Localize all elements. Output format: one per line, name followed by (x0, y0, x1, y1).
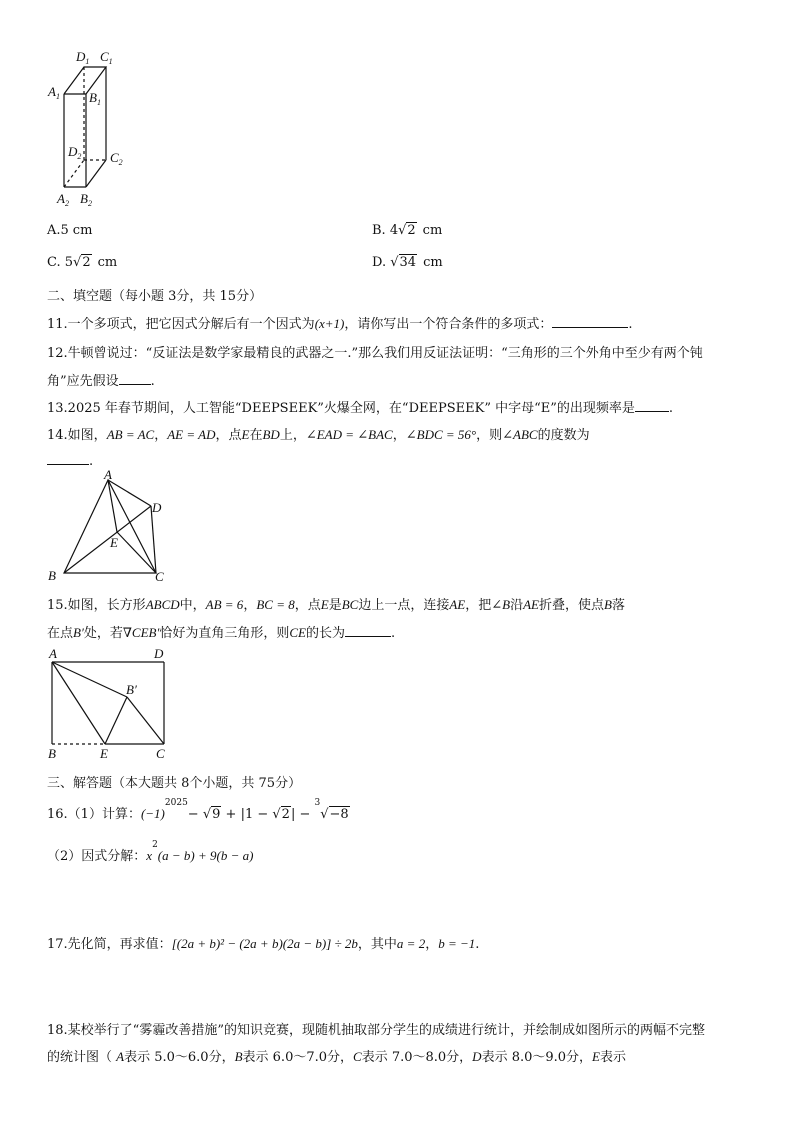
svg-text:B1: $B_1$ (89, 90, 101, 107)
svg-text:A1: $A_1$ (48, 84, 60, 101)
question-14: 14.如图，AB = AC，AE = AD，点E在BD上，∠EAD = ∠BAC，∠BDC = 56°，则∠ABC的度数为 (47, 427, 590, 443)
question-16-part2: （2）因式分解：$x^2(a - b) + 9(b - a)$ (47, 840, 254, 864)
segment-bd (64, 506, 151, 573)
question-12-line2: 角”应先假设 . (47, 374, 155, 389)
segment-b-prime-c (127, 697, 164, 744)
question-12-line1: 12.牛顿曾说过：“反证法是数学家最精良的武器之一.”那么我们用反证法证明：“三角形的三个外角中至少有两个钝 (47, 346, 703, 361)
label-e: E (100, 746, 108, 761)
segment-ec (117, 532, 156, 573)
svg-text:C1: $C_1$ (100, 49, 113, 66)
segment-dc (151, 506, 156, 573)
answer-blank[interactable] (345, 624, 391, 637)
label-b: B (48, 746, 56, 761)
question-15-line2: 在点B′处，若∇CEB′恰好为直角三角形，则CE的长为 . (47, 625, 396, 641)
svg-text:C2: $C_2$ (110, 150, 123, 167)
answer-blank[interactable] (119, 372, 151, 385)
prism-edge (86, 160, 106, 187)
question-17: 17.先化简，再求值：[(2a + b)² − (2a + b)(2a − b)] ÷ 2b，其中a = 2，b = −1. (47, 936, 480, 952)
section-3-heading: 三、解答题（本大题共 8个小题，共 75分） (47, 776, 302, 791)
section-2-heading: 二、填空题（每小题 3分，共 15分） (47, 289, 263, 304)
answer-blank[interactable] (552, 315, 628, 328)
label-a: A (104, 470, 112, 482)
label-c: C (156, 746, 165, 761)
svg-text:A2: $A_2$ (57, 191, 69, 208)
label-b-prime: B′ (126, 682, 137, 697)
label-C2: C (110, 150, 119, 165)
prism-figure (44, 44, 144, 214)
option-d[interactable]: D. √34 cm (372, 255, 443, 270)
answer-blank[interactable] (47, 452, 89, 465)
option-c[interactable]: C. 5√2 cm (47, 255, 118, 270)
label-B1: B (89, 90, 97, 105)
prism-edge-hidden (64, 160, 84, 187)
svg-text:D1: $D_1$ (76, 49, 90, 66)
question-11: 11.一个多项式，把它因式分解后有一个因式为(x+1)，请你写出一个符合条件的多项式： . (47, 316, 633, 332)
svg-text:B2: $B_2$ (80, 191, 92, 208)
label-b: B (48, 568, 56, 583)
rectangle-figure-q15 (44, 644, 174, 764)
label-D1: D (76, 49, 86, 64)
label-a: A (49, 646, 57, 661)
segment-eb-prime (105, 697, 127, 744)
label-B2: B (80, 191, 88, 206)
label-D2: D (68, 144, 78, 159)
option-b[interactable]: B. 4√2 cm (372, 223, 443, 238)
question-15-line1: 15.如图，长方形ABCD中，AB = 6，BC = 8，点E是BC边上一点，连接AE，把∠B沿AE折叠，使点B落 (47, 597, 625, 613)
prism-top-face (64, 67, 106, 94)
label-e: E (110, 535, 118, 550)
svg-text:D2: $D_2$ (68, 144, 82, 161)
label-A1: A (48, 84, 56, 99)
label-d: D (154, 646, 164, 661)
answer-blank[interactable] (635, 399, 669, 412)
label-d: D (152, 500, 162, 515)
question-16-part1: 16.（1）计算：$(-1)^{2025}- √9 + |1 - √2| - ^3√-8$ (47, 798, 349, 822)
question-14-blank-line: . (47, 452, 93, 469)
label-C1: C (100, 49, 109, 64)
label-A2: A (57, 191, 65, 206)
option-a[interactable]: A.5 cm (47, 223, 93, 238)
question-13: 13.2025 年春节期间，人工智能“DEEPSEEK”火爆全网，在“DEEPSEEK” 中字母“E”的出现频率是 . (47, 401, 674, 416)
question-18-line2: 的统计图（ A表示 5.0～6.0分，B表示 6.0～7.0分，C表示 7.0～8.0分，D表示 8.0～9.0分，E表示 (47, 1049, 627, 1065)
question-18-line1: 18.某校举行了“雾霾改善措施”的知识竞赛，现随机抽取部分学生的成绩进行统计，并绘制成如图所示的两幅不完整 (47, 1023, 705, 1038)
triangle-figure-q14 (44, 470, 174, 586)
label-c: C (155, 569, 164, 584)
